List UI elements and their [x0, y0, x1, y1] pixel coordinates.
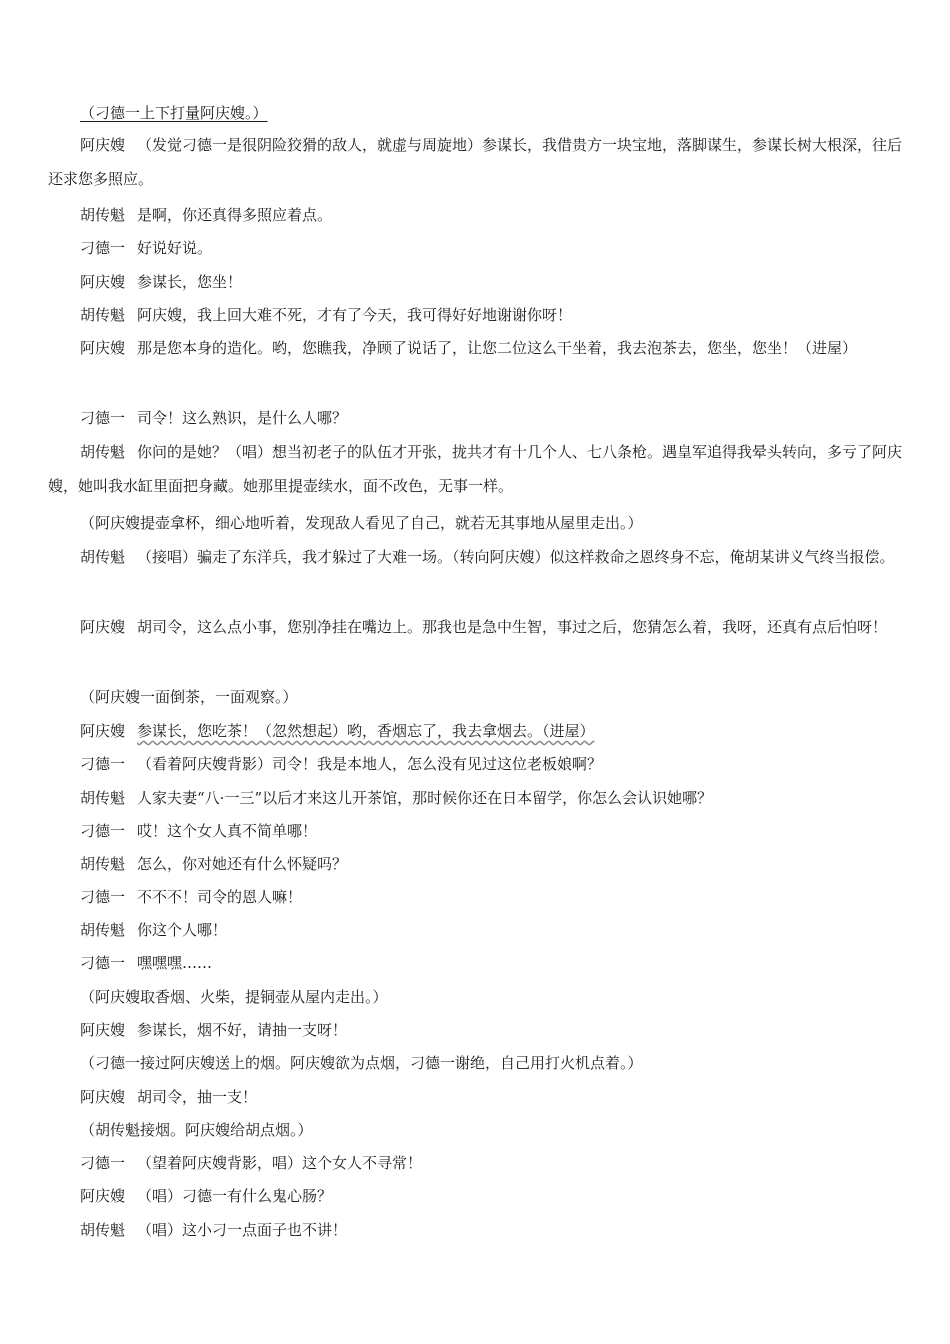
speaker-name: 刁德一 — [80, 1154, 126, 1172]
stage-direction — [48, 96, 903, 130]
dialog-text: 司令！这么熟识，是什么人哪？ — [137, 409, 348, 427]
stage-direction — [48, 1113, 903, 1147]
dialog-line — [48, 714, 903, 748]
stage-direction-text: （阿庆嫂取香烟、火柴，提铜壶从屋内走出。） — [80, 988, 388, 1006]
dialog-text: 参谋长，您坐！ — [137, 273, 243, 291]
dialog-line — [48, 435, 903, 503]
speaker-name: 阿庆嫂 — [80, 1088, 126, 1106]
dialog-line — [48, 847, 903, 881]
speaker-name: 阿庆嫂 — [80, 1187, 126, 1205]
dialog-line — [48, 781, 903, 815]
dialog-text: （望着阿庆嫂背影，唱）这个女人不寻常！ — [137, 1154, 423, 1172]
speaker-name: 刁德一 — [80, 822, 126, 840]
dialog-text: （看着阿庆嫂背影）司令！我是本地人，怎么没有见过这位老板娘啊？ — [137, 755, 603, 773]
speaker-name: 刁德一 — [80, 954, 126, 972]
dialog-text: 是啊，你还真得多照应着点。 — [137, 206, 333, 224]
speaker-name: 胡传魁 — [80, 206, 126, 224]
speaker-name: 胡传魁 — [80, 1221, 126, 1239]
speaker-name: 胡传魁 — [80, 855, 126, 873]
speaker-name: 胡传魁 — [80, 548, 126, 566]
dialog-line — [48, 1179, 903, 1213]
speaker-name: 刁德一 — [80, 239, 126, 257]
speaker-name: 阿庆嫂 — [80, 273, 126, 291]
dialog-line — [48, 1013, 903, 1047]
dialog-line — [48, 331, 903, 365]
stage-direction — [48, 506, 903, 540]
stage-direction-text: （阿庆嫂提壶拿杯，细心地听着，发现敌人看见了自己，就若无其事地从屋里走出。） — [80, 514, 643, 532]
dialog-line — [48, 401, 903, 435]
dialog-text: 嘿嘿嘿…… — [137, 954, 213, 972]
dialog-text: （接唱）骗走了东洋兵，我才躲过了大难一场。（转向阿庆嫂）似这样救命之恩终身不忘，俺胡某讲义气终当报偿。 — [137, 548, 895, 566]
dialog-text: 你这个人哪！ — [137, 921, 228, 939]
dialog-text: 胡司令，抽一支！ — [137, 1088, 258, 1106]
dialog-line — [48, 198, 903, 232]
stage-direction-text: （阿庆嫂一面倒茶，一面观察。） — [80, 688, 298, 706]
stage-direction — [48, 1046, 903, 1080]
dialog-text: 阿庆嫂，我上回大难不死，才有了今天，我可得好好地谢谢你呀！ — [137, 306, 573, 324]
dialog-line — [48, 946, 903, 980]
stage-direction-text: （刁德一上下打量阿庆嫂。） — [80, 104, 268, 122]
dialog-text: 怎么，你对她还有什么怀疑吗？ — [137, 855, 348, 873]
speaker-name: 刁德一 — [80, 409, 126, 427]
dialog-line — [48, 1080, 903, 1114]
dialog-text: （发觉刁德一是很阴险狡猾的敌人，就虚与周旋地）参谋长，我借贵方一块宝地，落脚谋生，参谋长树大根深，往后还求您多照应。 — [48, 136, 903, 188]
dialog-line — [48, 1213, 903, 1247]
dialog-text: （唱）刁德一有什么鬼心肠？ — [137, 1187, 333, 1205]
dialog-line — [48, 128, 903, 196]
dialog-line — [48, 1146, 903, 1180]
dialog-text: 好说好说。 — [137, 239, 213, 257]
speaker-name: 胡传魁 — [80, 921, 126, 939]
speaker-name: 刁德一 — [80, 755, 126, 773]
speaker-name: 刁德一 — [80, 888, 126, 906]
dialog-line — [48, 540, 903, 574]
speaker-name: 阿庆嫂 — [80, 136, 126, 154]
speaker-name: 胡传魁 — [80, 443, 126, 461]
speaker-name: 阿庆嫂 — [80, 1021, 126, 1039]
speaker-name: 胡传魁 — [80, 789, 126, 807]
stage-direction-text: （胡传魁接烟。阿庆嫂给胡点烟。） — [80, 1121, 313, 1139]
speaker-name: 胡传魁 — [80, 306, 126, 324]
stage-direction-text: （刁德一接过阿庆嫂送上的烟。阿庆嫂欲为点烟，刁德一谢绝，自己用打火机点着。） — [80, 1054, 643, 1072]
speaker-name: 阿庆嫂 — [80, 618, 126, 636]
dialog-line — [48, 747, 903, 781]
dialog-text: 不不不！司令的恩人嘛！ — [137, 888, 303, 906]
dialog-line — [48, 814, 903, 848]
dialog-line — [48, 610, 903, 644]
speaker-name: 阿庆嫂 — [80, 339, 126, 357]
dialog-text: 哎！这个女人真不简单哪！ — [137, 822, 318, 840]
dialog-line — [48, 880, 903, 914]
dialog-text: 胡司令，这么点小事，您别净挂在嘴边上。那我也是急中生智，事过之后，您猜怎么着，我呀，还真有点后怕呀！ — [137, 618, 888, 636]
dialog-text: 参谋长，烟不好，请抽一支呀！ — [137, 1021, 348, 1039]
dialog-text: 人家夫妻“八·一三”以后才来这儿开茶馆，那时候你还在日本留学，你怎么会认识她哪？ — [137, 789, 713, 807]
dialog-text: 参谋长，您吃茶！（忽然想起）哟，香烟忘了，我去拿烟去。（进屋） — [137, 722, 595, 740]
dialog-line — [48, 265, 903, 299]
dialog-text: （唱）这小刁一点面子也不讲！ — [137, 1221, 348, 1239]
stage-direction — [48, 680, 903, 714]
dialog-line — [48, 298, 903, 332]
dialog-line — [48, 913, 903, 947]
dialog-line — [48, 231, 903, 265]
stage-direction — [48, 980, 903, 1014]
dialog-text: 你问的是她？（唱）想当初老子的队伍才开张，拢共才有十几个人、七八条枪。遇皇军追得我晕头转向，多亏了阿庆嫂，她叫我水缸里面把身藏。她那里提壶续水，面不改色，无事一样。 — [48, 443, 903, 495]
speaker-name: 阿庆嫂 — [80, 722, 126, 740]
dialog-text: 那是您本身的造化。哟，您瞧我，净顾了说话了，让您二位这么干坐着，我去泡茶去，您坐，您坐！（进屋） — [137, 339, 858, 357]
